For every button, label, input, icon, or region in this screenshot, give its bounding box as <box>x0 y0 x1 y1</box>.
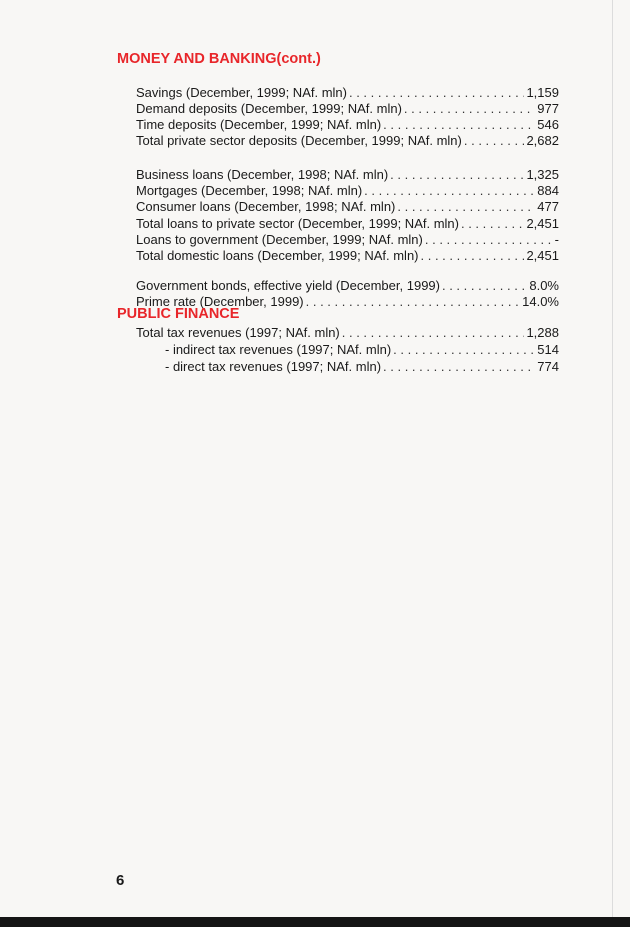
table-row <box>136 248 559 264</box>
row-value: 774 <box>537 359 559 374</box>
row-label: Time deposits (December, 1999; NAf. mln) <box>136 117 382 132</box>
row-value: 8.0% <box>529 278 559 293</box>
table-row <box>136 342 559 358</box>
scan-border <box>0 917 630 927</box>
table-row <box>136 133 559 149</box>
row-label: Demand deposits (December, 1999; NAf. mln) <box>136 101 402 116</box>
table-row <box>136 232 559 248</box>
row-label: Government bonds, effective yield (December, 1999) <box>136 278 440 293</box>
section-heading-money-banking: MONEY AND BANKING(cont.) <box>117 51 321 67</box>
dot-leader <box>442 278 527 294</box>
row-label: Business loans (December, 1998; NAf. mln) <box>136 167 389 182</box>
row-label: - direct tax revenues (1997; NAf. mln) <box>165 359 382 374</box>
dot-leader <box>383 359 535 375</box>
table-row <box>136 216 559 232</box>
dot-leader <box>425 232 553 248</box>
dot-leader <box>397 199 535 215</box>
row-label: Mortgages (December, 1998; NAf. mln) <box>136 183 363 198</box>
dot-leader <box>383 117 535 133</box>
row-value: 2,451 <box>526 216 559 231</box>
dot-leader <box>421 248 525 264</box>
row-value: 884 <box>537 183 559 198</box>
table-row <box>136 359 559 375</box>
row-label: Prime rate (December, 1999) <box>136 294 304 309</box>
table-row <box>136 325 559 341</box>
row-label: Total tax revenues (1997; NAf. mln) <box>136 325 340 340</box>
row-label: Loans to government (December, 1999; NAf. mln) <box>136 232 423 247</box>
row-value: 1,159 <box>526 85 559 100</box>
section-heading-public-finance: PUBLIC FINANCE <box>117 306 240 322</box>
row-value: 2,451 <box>526 248 559 263</box>
dot-leader <box>404 101 535 117</box>
row-label: Consumer loans (December, 1998; NAf. mln) <box>136 199 396 214</box>
row-label: Total domestic loans (December, 1999; NAf. mln) <box>136 248 419 263</box>
dot-leader <box>364 183 535 199</box>
row-value: - <box>554 232 559 247</box>
dot-leader <box>349 85 524 101</box>
dot-leader <box>342 325 525 341</box>
row-value: 2,682 <box>526 133 559 148</box>
table-row <box>136 278 559 294</box>
row-value: 977 <box>537 101 559 116</box>
row-value: 1,288 <box>526 325 559 340</box>
dot-leader <box>464 133 525 149</box>
dot-leader <box>390 167 524 183</box>
row-label: Total private sector deposits (December, 1999; NAf. mln) <box>136 133 462 148</box>
row-value: 14.0% <box>522 294 559 309</box>
row-label: - indirect tax revenues (1997; NAf. mln) <box>165 342 392 357</box>
row-value: 514 <box>537 342 559 357</box>
dot-leader <box>393 342 535 358</box>
row-label: Savings (December, 1999; NAf. mln) <box>136 85 347 100</box>
table-row <box>136 183 559 199</box>
table-row <box>136 85 559 101</box>
page-edge <box>612 0 613 917</box>
row-value: 477 <box>537 199 559 214</box>
dot-leader <box>461 216 524 232</box>
row-label: Total loans to private sector (December, 1999; NAf. mln) <box>136 216 459 231</box>
row-value: 1,325 <box>526 167 559 182</box>
dot-leader <box>306 294 521 310</box>
page-number: 6 <box>116 872 125 889</box>
table-row <box>136 199 559 215</box>
table-row <box>136 167 559 183</box>
row-value: 546 <box>537 117 559 132</box>
table-row <box>136 101 559 117</box>
table-row <box>136 117 559 133</box>
